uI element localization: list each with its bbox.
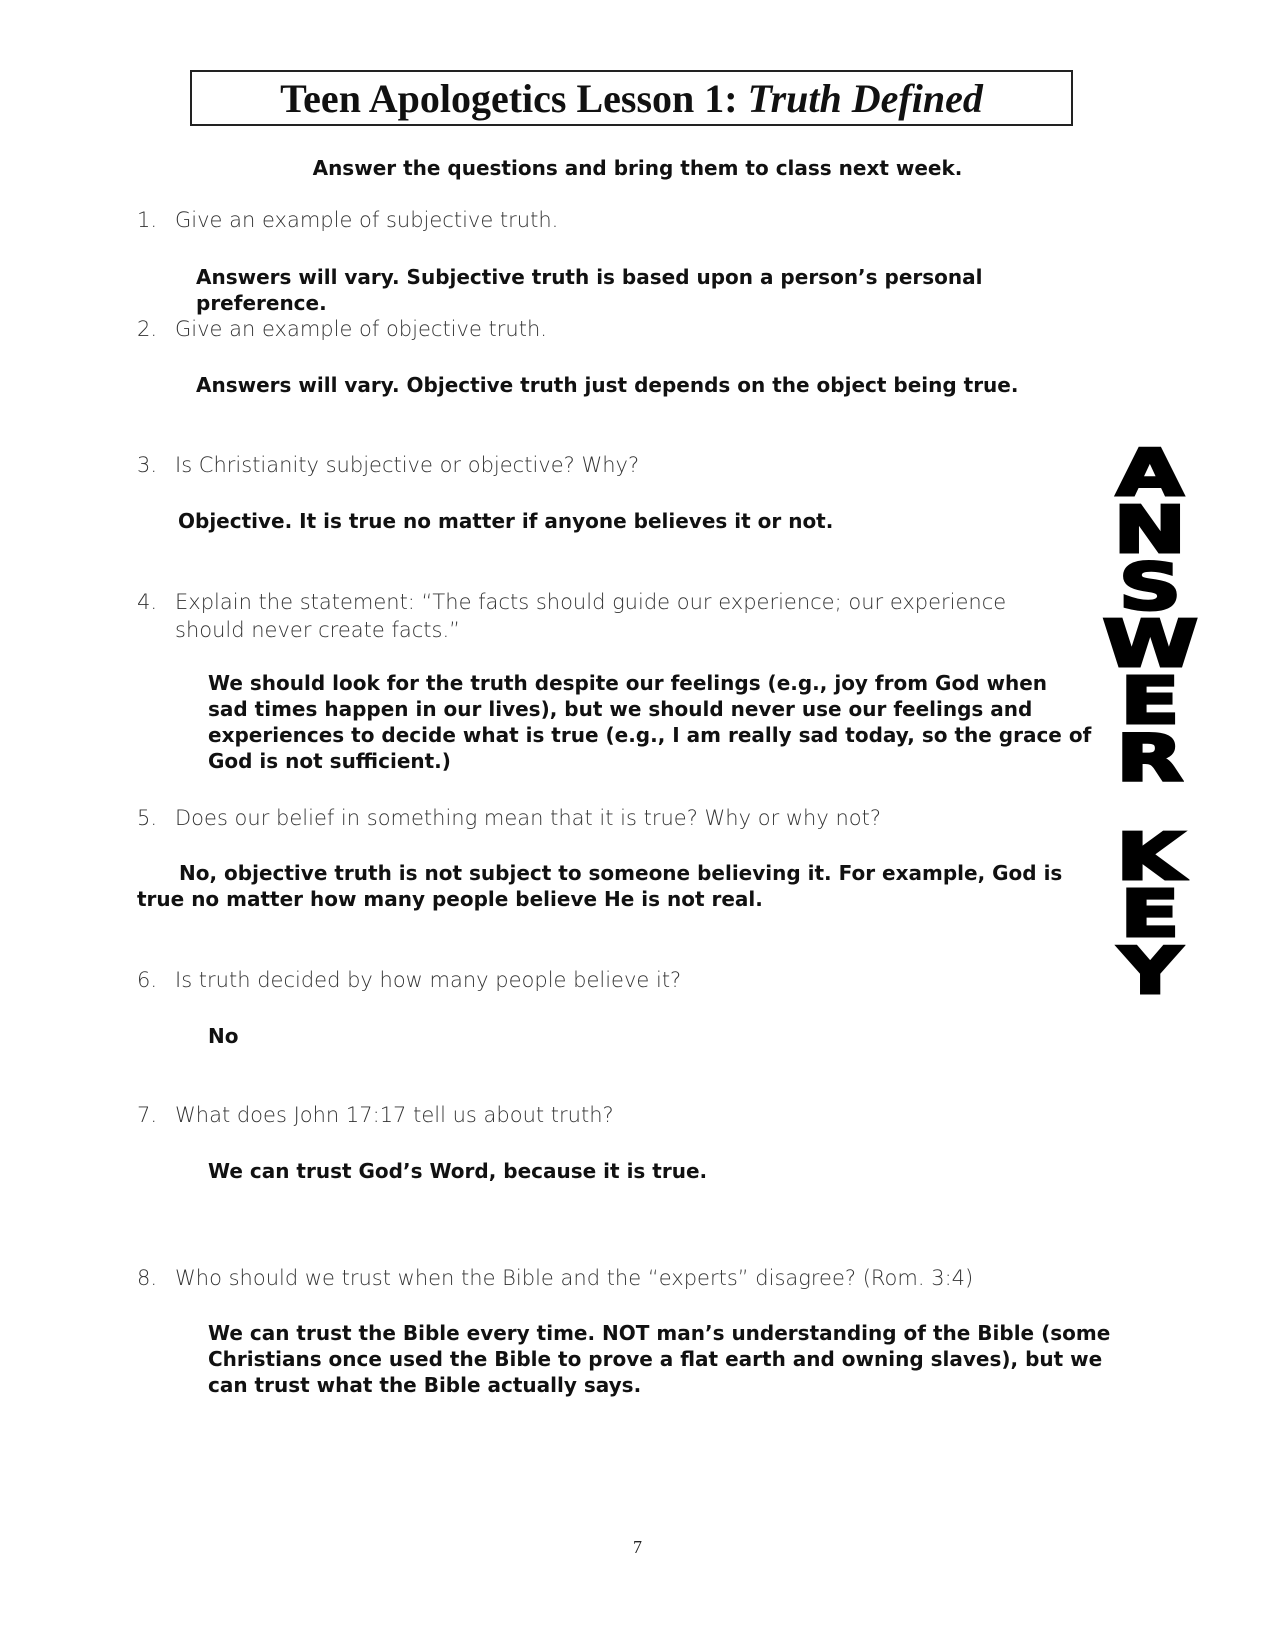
question-number: 5. bbox=[137, 806, 158, 830]
question-text: Does our belief in something mean that it is true? Why or why not? bbox=[175, 806, 882, 830]
question-1 bbox=[137, 206, 1057, 234]
answer-key-letter: E bbox=[1120, 665, 1180, 739]
title-emphasis: Truth Defined bbox=[747, 75, 983, 121]
question-8 bbox=[137, 1264, 1057, 1292]
question-number: 7. bbox=[137, 1103, 158, 1127]
answer-key-letter: Y bbox=[1118, 935, 1182, 1009]
answer-2: Answers will vary. Objective truth just depends on the object being true. bbox=[196, 373, 1019, 397]
question-4 bbox=[137, 588, 1057, 644]
answer-key-letter: N bbox=[1113, 494, 1187, 568]
instructions: Answer the questions and bring them to class next week. bbox=[312, 156, 963, 180]
question-2 bbox=[137, 315, 1057, 343]
question-number: 2. bbox=[137, 317, 158, 341]
answer-key-banner bbox=[1095, 437, 1205, 1009]
answer-5: No, objective truth is not subject to someone believing it. For example, God is true no matter how many people believe He is not real. bbox=[137, 861, 1063, 911]
answer-8: We can trust the Bible every time. NOT man’s understanding of the Bible (some Christians once used the Bible to prove a flat earth and owning slaves), but we can trust what the Bible actually says. bbox=[208, 1321, 1111, 1397]
answer-1: Answers will vary. Subjective truth is based upon a person’s personal preference. bbox=[196, 265, 983, 315]
answer-4: We should look for the truth despite our feelings (e.g., joy from God when sad times happen in our lives), but we should never use our feelings and experiences to decide what is true (e.g., I am really sad today, so the grace of God is not sufficient.) bbox=[208, 671, 1092, 773]
answer-key-letter: R bbox=[1116, 722, 1184, 796]
answer-key-letter: K bbox=[1116, 821, 1184, 895]
answer-key-letter: S bbox=[1118, 551, 1182, 625]
answer-6: No bbox=[208, 1024, 239, 1048]
answer-key-letter: W bbox=[1102, 608, 1198, 682]
answer-key-letter: A bbox=[1116, 437, 1184, 511]
question-number: 4. bbox=[137, 590, 158, 614]
question-text: Who should we trust when the Bible and the “experts” disagree? (Rom. 3:4) bbox=[175, 1266, 974, 1290]
answer-7: We can trust God’s Word, because it is true. bbox=[208, 1159, 708, 1183]
title-main: Teen Apologetics Lesson 1: bbox=[280, 75, 738, 121]
question-number: 6. bbox=[137, 968, 158, 992]
question-text: Is truth decided by how many people believe it? bbox=[175, 968, 682, 992]
question-text: Give an example of objective truth. bbox=[175, 317, 547, 341]
page-title bbox=[190, 70, 1073, 126]
question-number: 3. bbox=[137, 453, 158, 477]
question-text: Give an example of subjective truth. bbox=[175, 208, 559, 232]
answer-3: Objective. It is true no matter if anyone believes it or not. bbox=[178, 509, 834, 533]
answer-key-letter: E bbox=[1120, 878, 1180, 952]
question-text: Is Christianity subjective or objective? Why? bbox=[175, 453, 640, 477]
page-number: 7 bbox=[633, 1537, 642, 1557]
question-7 bbox=[137, 1101, 1057, 1129]
question-6 bbox=[137, 966, 1057, 994]
question-number: 1. bbox=[137, 208, 158, 232]
question-5 bbox=[137, 804, 1057, 832]
question-number: 8. bbox=[137, 1266, 158, 1290]
question-text: What does John 17:17 tell us about truth? bbox=[175, 1103, 614, 1127]
question-3 bbox=[137, 451, 1057, 479]
question-text: Explain the statement: “The facts should guide our experience; our experience should never create facts.” bbox=[175, 590, 1007, 642]
